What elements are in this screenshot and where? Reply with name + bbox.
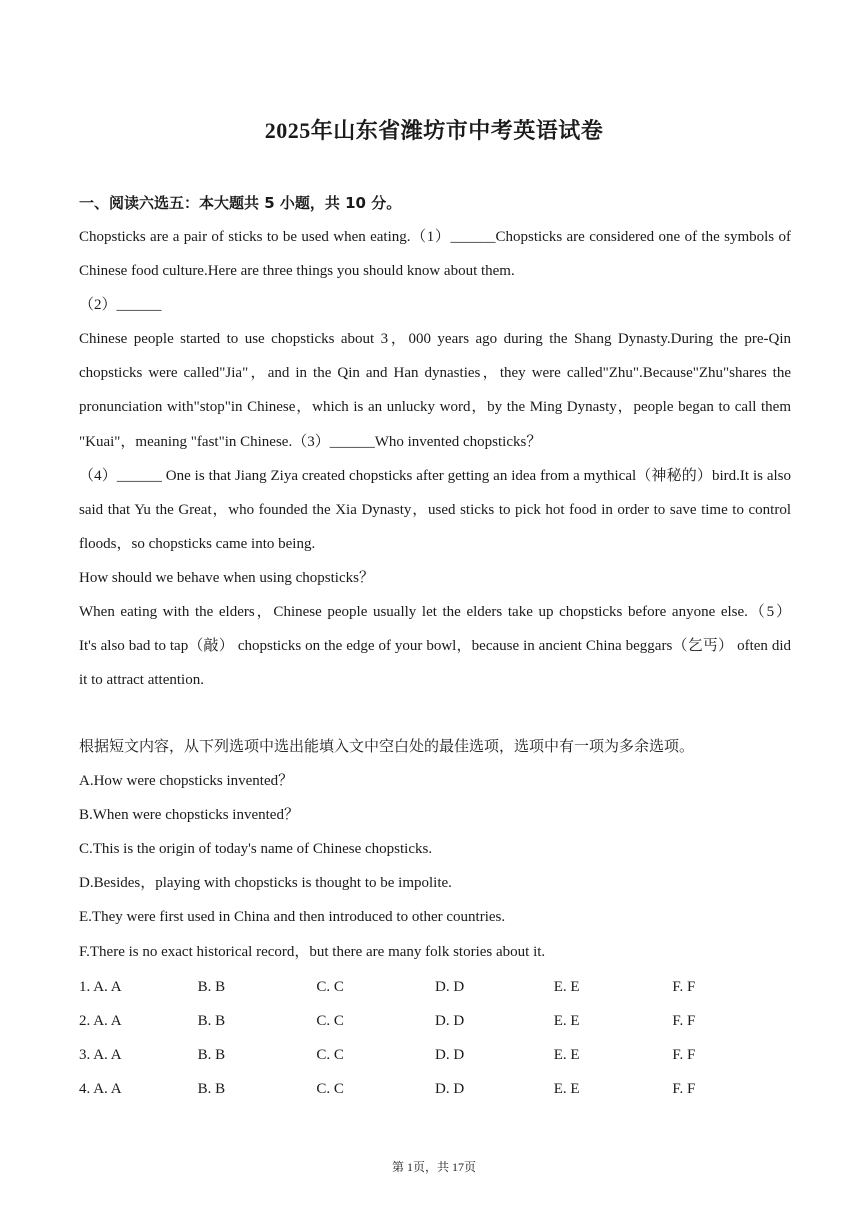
choice-item: A.How were chopsticks invented？	[79, 773, 294, 790]
passage-line: floods，so chopsticks came into being.	[79, 535, 316, 552]
page-title: 2025年山东省潍坊市中考英语试卷	[264, 118, 604, 143]
answer-option-b[interactable]: B. B	[197, 1081, 226, 1098]
passage-line: （4）______ One is that Jiang Ziya created chopsticks after getting an idea from a mythical（神秘的）bird.It is also	[79, 467, 791, 484]
answer-option-c[interactable]: C. C	[316, 1013, 344, 1030]
answer-option-e[interactable]: E. E	[553, 1013, 580, 1030]
passage-line: （2）______	[79, 297, 162, 314]
option-label: A. A	[93, 1013, 122, 1030]
answer-option-f[interactable]: F. F	[672, 1013, 696, 1030]
passage-line: it to attract attention.	[79, 672, 204, 689]
passage-line: How should we behave when using chopsticks？	[79, 569, 374, 586]
section-heading: 一、阅读六选五：本大题共 5 小题，共 10 分。	[79, 194, 402, 212]
answer-options	[79, 970, 791, 1106]
question-number: 4.	[79, 1081, 91, 1098]
passage-line: It's also bad to tap（敲） chopsticks on the edge of your bowl，because in ancient China beggars（乞丐） often did	[79, 638, 791, 655]
option-label: A. A	[93, 1047, 122, 1064]
passage-line: "Kuai"，meaning "fast"in Chinese.（3）______Who invented chopsticks？	[79, 433, 542, 450]
answer-option-b[interactable]: B. B	[197, 1013, 226, 1030]
answer-option-d[interactable]: D. D	[435, 979, 465, 995]
question-number: 2.	[79, 1013, 91, 1030]
answer-option-f[interactable]: F. F	[672, 1081, 696, 1098]
answer-option-e[interactable]: E. E	[553, 1047, 580, 1064]
answer-row	[79, 1038, 791, 1072]
choice-item: F.There is no exact historical record，but there are many folk stories about it.	[79, 943, 546, 960]
answer-row	[79, 1004, 791, 1038]
passage-line: Chinese people started to use chopsticks about 3，000 years ago during the Shang Dynasty.During the pre-Qin	[79, 331, 791, 348]
question-number: 1.	[79, 979, 91, 995]
page-footer: 第 1页，共 17页	[391, 1160, 476, 1174]
answer-row	[79, 970, 791, 1004]
option-label: A. A	[93, 1081, 122, 1098]
answer-option-f[interactable]: F. F	[672, 1047, 696, 1064]
passage-line: pronunciation with"stop"in Chinese，which is an unlucky word，by the Ming Dynasty，people began to call them	[79, 399, 791, 416]
passage-line: Chinese food culture.Here are three things you should know about them.	[79, 263, 515, 280]
answer-option-d[interactable]: D. D	[435, 1013, 465, 1030]
answer-option-b[interactable]: B. B	[197, 1047, 226, 1064]
instructions-and-choices	[79, 730, 791, 969]
choice-item: C.This is the origin of today's name of Chinese chopsticks.	[79, 841, 433, 858]
passage-line: said that Yu the Great，who founded the Xia Dynasty，used sticks to pick hot food in order to save time to control	[79, 501, 791, 518]
answer-option-a[interactable]	[79, 1038, 198, 1072]
choice-item: B.When were chopsticks invented？	[79, 807, 299, 824]
answer-option-a[interactable]	[79, 1004, 198, 1038]
passage	[79, 220, 791, 697]
answer-option-d[interactable]: D. D	[435, 1047, 465, 1064]
answer-option-b[interactable]: B. B	[197, 979, 226, 995]
answer-option-c[interactable]: C. C	[316, 1081, 344, 1098]
passage-line: Chopsticks are a pair of sticks to be used when eating.（1）______Chopsticks are considered one of the symbols of	[79, 229, 791, 245]
answer-option-a[interactable]	[79, 970, 198, 1004]
answer-option-a[interactable]	[79, 1072, 198, 1106]
passage-line: When eating with the elders，Chinese people usually let the elders take up chopsticks before anyone else.（5）	[79, 604, 791, 621]
question-number: 3.	[79, 1047, 91, 1064]
choice-item: E.They were first used in China and then introduced to other countries.	[79, 909, 506, 926]
instruction-text: 根据短文内容，从下列选项中选出能填入文中空白处的最佳选项，选项中有一项为多余选项。	[79, 739, 695, 755]
answer-option-e[interactable]: E. E	[553, 1081, 580, 1098]
option-label: A. A	[93, 979, 122, 995]
answer-option-c[interactable]: C. C	[316, 979, 344, 995]
answer-row	[79, 1072, 791, 1106]
choice-item: D.Besides，playing with chopsticks is thought to be impolite.	[79, 875, 452, 892]
answer-option-f[interactable]: F. F	[672, 979, 696, 995]
answer-option-e[interactable]: E. E	[553, 979, 580, 995]
answer-option-d[interactable]: D. D	[435, 1081, 465, 1098]
passage-line: chopsticks were called"Jia"，and in the Qin and Han dynasties，they were called"Zhu".Because"Zhu"shares the	[79, 365, 791, 382]
answer-option-c[interactable]: C. C	[316, 1047, 344, 1064]
